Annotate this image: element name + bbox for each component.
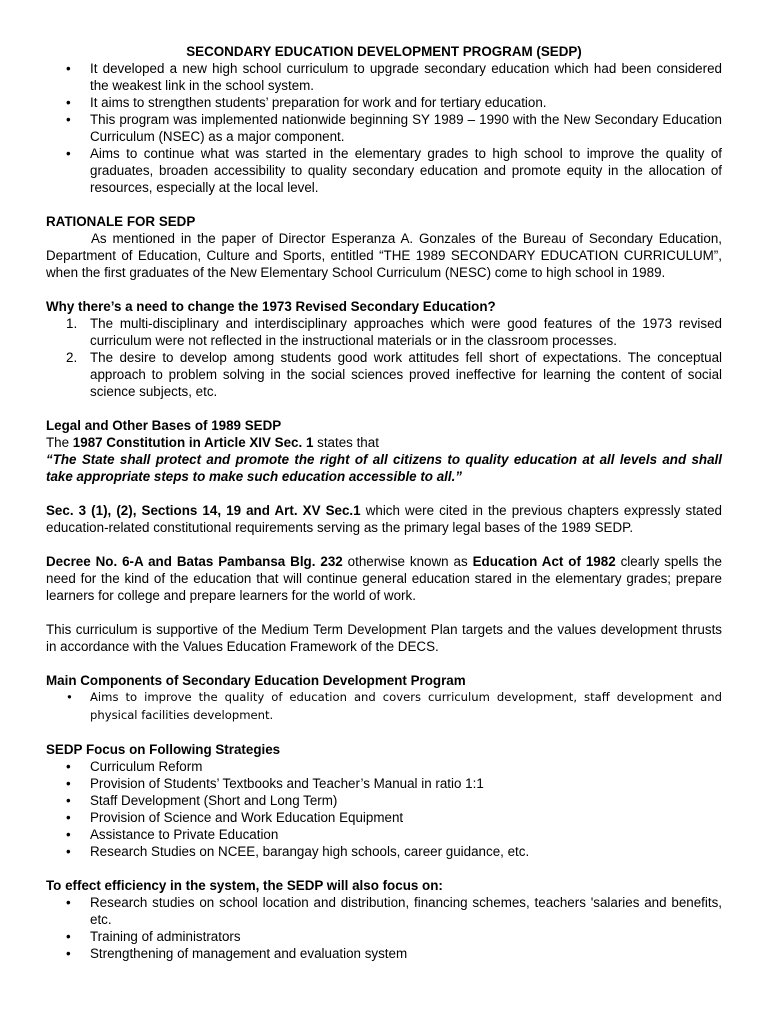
constitution-prefix: The [46, 435, 73, 450]
sections-paragraph [46, 502, 722, 536]
document-title: SECONDARY EDUCATION DEVELOPMENT PROGRAM (SEDP) [186, 44, 582, 59]
why-change-list [46, 315, 722, 400]
legal-heading: Legal and Other Bases of 1989 SEDP [46, 418, 282, 433]
list-item: • This program was implemented nationwide beginning SY 1989 – 1990 with the New Secondary Education Curriculum (NSEC) as a major component. [46, 111, 722, 145]
constitution-suffix: states that [313, 435, 379, 450]
list-item: • It developed a new high school curriculum to upgrade secondary education which had been considered the weakest link in the school system. [46, 60, 722, 94]
strategies-list [46, 758, 722, 860]
constitution-line [46, 434, 722, 451]
sections-reference: Sec. 3 (1), (2), Sections 14, 19 and Art. XV Sec.1 [46, 503, 361, 518]
list-item [46, 315, 722, 349]
list-item: • Curriculum Reform [46, 758, 722, 775]
list-item: • Training of administrators [46, 928, 722, 945]
rationale-heading: RATIONALE FOR SEDP [46, 214, 196, 229]
decree-text: clearly spells the need for the kind of the education that will continue general education stared in the elementary grades; prepare learners for college and prepare learners for the world of work. [46, 554, 722, 603]
rationale-paragraph: As mentioned in the paper of Director Esperanza A. Gonzales of the Bureau of Secondary Education, Department of Education, Culture and Sports, entitled “THE 1989 SECONDARY EDUCATION CURRICULUM”, when the first graduates of the New Elementary School Curriculum (NESC) come to high school in 1989. [46, 231, 722, 280]
efficiency-list [46, 894, 722, 962]
list-item [46, 349, 722, 400]
list-item: • Aims to continue what was started in the elementary grades to high school to improve the quality of graduates, broaden accessibility to quality secondary education and promote equity in the allocation of resources, especially at the local level. [46, 145, 722, 196]
list-item: • Provision of Science and Work Education Equipment [46, 809, 722, 826]
list-item-text: The desire to develop among students good work attitudes fell short of expectations. The conceptual approach to problem solving in the social sciences proved ineffective for learning the content of social science subjects, etc. [90, 350, 722, 399]
intro-bullet-list [46, 60, 722, 196]
list-number: 2. [66, 350, 78, 365]
sections-text: which were cited in the previous chapters expressly stated education-related constitutional requirements serving as the primary legal bases of the 1989 SEDP. [46, 503, 722, 535]
decree-mid: otherwise known as [342, 554, 473, 569]
list-item: • It aims to strengthen students’ preparation for work and for tertiary education. [46, 94, 722, 111]
efficiency-heading: To effect efficiency in the system, the SEDP will also focus on: [46, 878, 443, 893]
components-heading: Main Components of Secondary Education Development Program [46, 673, 466, 688]
list-item: • Strengthening of management and evaluation system [46, 945, 722, 962]
strategies-heading: SEDP Focus on Following Strategies [46, 742, 281, 757]
curriculum-paragraph: This curriculum is supportive of the Medium Term Development Plan targets and the values development thrusts in accordance with the Values Education Framework of the DECS. [46, 622, 722, 654]
list-item: • Staff Development (Short and Long Term) [46, 792, 722, 809]
education-act-reference: Education Act of 1982 [472, 554, 616, 569]
list-item: • Aims to improve the quality of education and covers curriculum development, staff development and physical facilities development. [46, 689, 722, 724]
decree-paragraph [46, 553, 722, 604]
list-number: 1. [66, 316, 78, 331]
list-item-text: The multi-disciplinary and interdisciplinary approaches which were good features of the 1973 revised curriculum were not reflected in the instructional materials or in the classroom processes. [90, 316, 722, 348]
list-item: • Provision of Students’ Textbooks and Teacher’s Manual in ratio 1:1 [46, 775, 722, 792]
list-item: • Assistance to Private Education [46, 826, 722, 843]
components-list [46, 689, 722, 724]
list-item: • Research Studies on NCEE, barangay high schools, career guidance, etc. [46, 843, 722, 860]
why-change-heading: Why there’s a need to change the 1973 Revised Secondary Education? [46, 299, 496, 314]
constitution-reference: 1987 Constitution in Article XIV Sec. 1 [72, 435, 314, 450]
constitution-quote: “The State shall protect and promote the right of all citizens to quality education at all levels and shall take appropriate steps to make such education accessible to all.” [46, 452, 722, 484]
decree-reference: Decree No. 6-A and Batas Pambansa Blg. 232 [46, 554, 343, 569]
list-item: • Research studies on school location and distribution, financing schemes, teachers 'salaries and benefits, etc. [46, 894, 722, 928]
